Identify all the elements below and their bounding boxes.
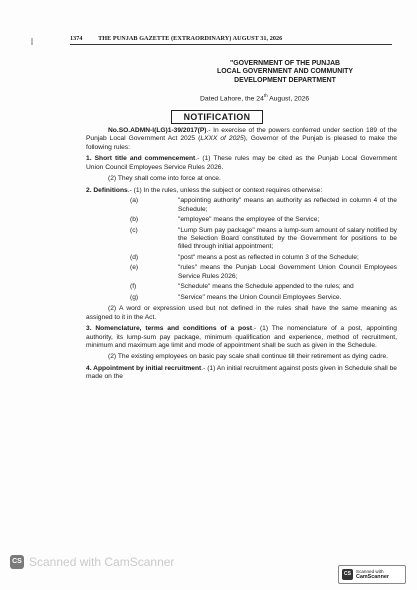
section-heading: 2. Definitions bbox=[86, 186, 128, 194]
camscanner-logo-icon: CS bbox=[10, 555, 24, 569]
definition-label: (b) bbox=[130, 216, 139, 224]
intro-paragraph bbox=[86, 127, 397, 152]
badge-line: Scanned with bbox=[356, 569, 384, 575]
definition-label: (f) bbox=[130, 283, 137, 291]
definition-label: (g) bbox=[130, 293, 139, 301]
section-heading: 4. Appointment by initial recruitment bbox=[86, 364, 202, 372]
definition-text: "appointing authority" means an authority as reflected in column 4 of the Schedule; bbox=[178, 197, 397, 213]
header-rule bbox=[70, 44, 392, 45]
section-text: .- (1) An initial recruitment against posts given in Schedule shall be made on the bbox=[86, 364, 397, 381]
act-reference: LXXX of 2025 bbox=[200, 135, 244, 143]
definition-label: (c) bbox=[130, 226, 138, 234]
definition-text: "Service" means the Union Council Employees Service. bbox=[178, 293, 342, 301]
department-line: DEVELOPMENT DEPARTMENT bbox=[234, 76, 336, 84]
department-line: LOCAL GOVERNMENT AND COMMUNITY bbox=[217, 68, 353, 76]
definition-item bbox=[86, 197, 397, 214]
margin-mark bbox=[31, 38, 33, 45]
badge-text bbox=[356, 569, 389, 579]
definition-text: "employee" means the employee of the Service; bbox=[178, 216, 320, 224]
dated-suffix: August, 2026 bbox=[267, 95, 310, 103]
section-text: .- (1) These rules may be cited as the Punjab Local Government Union Council Employees Service Rules 2026. bbox=[86, 155, 397, 171]
definition-label: (a) bbox=[130, 197, 139, 205]
gazette-title: THE PUNJAB GAZETTE (EXTRAORDINARY) AUGUST 31, 2026 bbox=[98, 35, 283, 42]
section-2 bbox=[86, 187, 397, 195]
notification-body bbox=[86, 127, 397, 382]
definition-text: "rules" means the Punjab Local Government Union Council Employees Service Rules 2026; bbox=[178, 264, 397, 280]
definition-text: "Schedule" means the Schedule appended to the rules; and bbox=[178, 283, 354, 291]
definition-label: (d) bbox=[130, 253, 139, 261]
camscanner-watermark bbox=[10, 555, 174, 569]
section-text: .- (1) The nomenclature of a post, appointing authority, its lump-sum pay package, minimum qualification and experience, method of recruitment, minimum and maximum age limit and mode of appointment shall be such as given in the Schedule. bbox=[86, 325, 397, 349]
dated-prefix: Dated Lahore, the 24 bbox=[200, 95, 264, 103]
section-heading: 1. Short title and commencement bbox=[86, 155, 196, 163]
section-4 bbox=[86, 365, 397, 382]
page-number: 1374 bbox=[70, 35, 83, 42]
notification-title: NOTIFICATION bbox=[171, 110, 263, 124]
camscanner-badge-icon: CS bbox=[342, 569, 353, 580]
gazette-header bbox=[70, 35, 390, 42]
definition-item bbox=[86, 216, 397, 224]
section-3-sub2: (2) The existing employees on basic pay scale shall continue till their retirement as dying cadre. bbox=[108, 353, 389, 361]
camscanner-badge bbox=[338, 565, 406, 584]
definition-text: "Lump Sum pay package" means a lump-sum amount of salary notified by the Selection Board constituted by the Government for positions to be filled through initial appointment; bbox=[178, 226, 397, 251]
intro-text: .- In exercise of the powers conferred under section 189 of the Punjab Local Government Act 2025 ( bbox=[86, 127, 397, 143]
definition-item bbox=[86, 264, 397, 281]
definition-item bbox=[86, 283, 397, 291]
notification-number: No.SO.ADMN-I(LG)1-39/2017(P) bbox=[108, 127, 207, 134]
definition-item bbox=[86, 227, 397, 252]
section-text: .- (1) In the rules, unless the subject or context requires otherwise: bbox=[127, 186, 323, 194]
department-block bbox=[175, 60, 395, 85]
dated-sup: th bbox=[263, 93, 268, 98]
section-1 bbox=[86, 155, 397, 172]
section-2-sub2: (2) A word or expression used but not defined in the rules shall have the same meaning as assigned to it in the Act. bbox=[86, 305, 397, 321]
watermark-text: Scanned with CamScanner bbox=[29, 555, 175, 569]
department-line: "GOVERNMENT OF THE PUNJAB bbox=[229, 60, 341, 67]
definition-label: (e) bbox=[130, 264, 139, 272]
definition-item bbox=[86, 254, 397, 262]
badge-app-name: CamScanner bbox=[356, 573, 389, 580]
definition-text: "post" means a post as reflected in column 3 of the Schedule; bbox=[178, 253, 359, 261]
dated-line bbox=[200, 93, 309, 102]
section-3 bbox=[86, 325, 397, 350]
section-1-sub2: (2) They shall come into force at once. bbox=[108, 175, 221, 183]
definition-item bbox=[86, 294, 397, 302]
intro-text: ), Governor of the Punjab is pleased to make the following rules: bbox=[86, 135, 398, 151]
section-heading: 3. Nomenclature, terms and conditions of a post bbox=[86, 325, 253, 333]
